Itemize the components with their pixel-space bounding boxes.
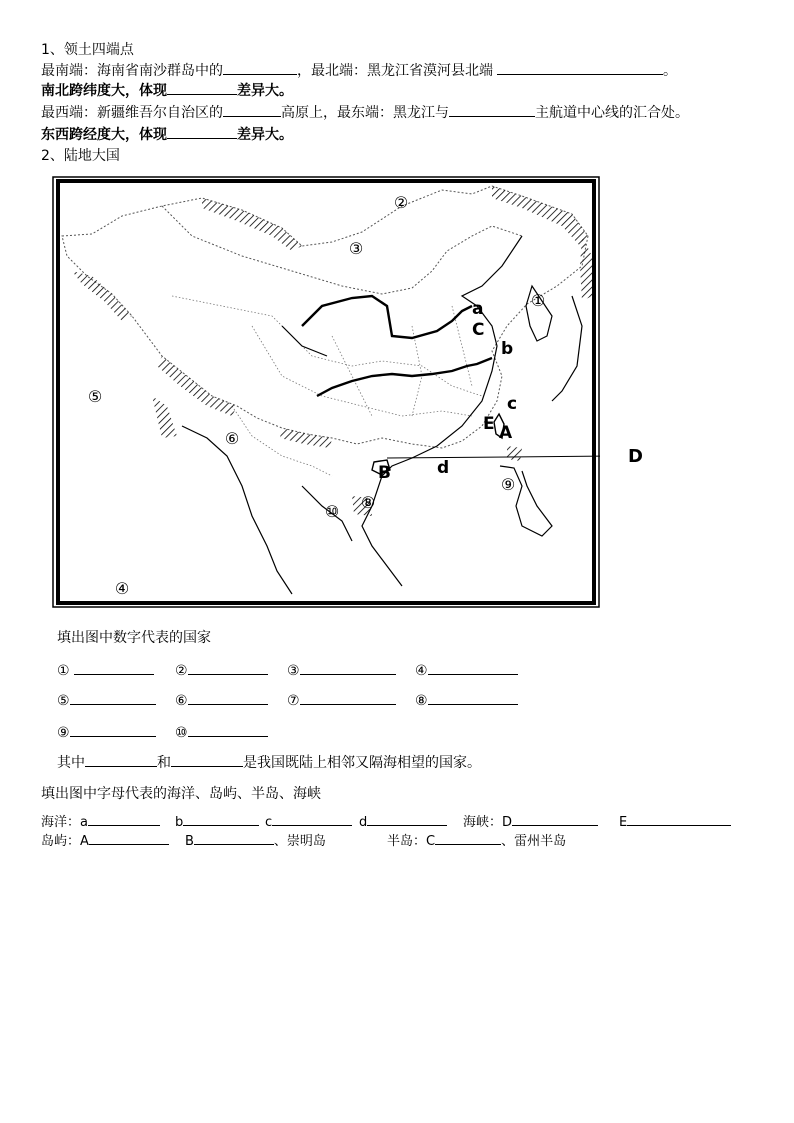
sea-c-label: c <box>265 815 273 830</box>
country-8-label: ⑧ <box>415 693 428 709</box>
sea-a-label: a <box>80 815 88 830</box>
map-letter-c: c <box>507 394 518 414</box>
neighbor-and: 和 <box>157 755 171 771</box>
countries-row-3 <box>57 722 577 742</box>
blank-sea-d[interactable] <box>367 811 447 826</box>
neighbor-prefix: 其中 <box>57 755 85 771</box>
sea-b-label: b <box>175 815 184 830</box>
blank-country-5[interactable] <box>70 690 156 705</box>
blank-country-2[interactable] <box>188 660 268 675</box>
east-suffix: 主航道中心线的汇合处。 <box>535 105 689 121</box>
period: 。 <box>663 63 677 79</box>
strait-d-label: D <box>502 815 513 830</box>
blank-strait-e[interactable] <box>627 811 731 826</box>
blank-sea-c[interactable] <box>272 811 352 826</box>
blank-country-8[interactable] <box>428 690 518 705</box>
country-5-label: ⑤ <box>57 693 70 709</box>
west-prefix: 最西端：新疆维吾尔自治区的 <box>41 105 223 121</box>
section1-title: 1、领土四端点 <box>41 42 134 58</box>
letters-instruction: 填出图中字母代表的海洋、岛屿、半岛、海峡 <box>41 786 321 802</box>
country-2-label: ② <box>175 663 188 679</box>
map-number-10: ⑩ <box>324 502 340 521</box>
map-number-1: ① <box>530 291 546 310</box>
peninsula-label: 半岛： <box>387 834 427 849</box>
map-number-4: ④ <box>114 579 130 598</box>
neighbor-suffix: 是我国既陆上相邻又隔海相望的国家。 <box>243 755 481 771</box>
blank-east[interactable] <box>449 102 535 117</box>
country-4-label: ④ <box>415 663 428 679</box>
sea-label: 海洋： <box>41 815 81 830</box>
blank-south[interactable] <box>223 60 297 75</box>
blank-west[interactable] <box>223 102 281 117</box>
country-6-label: ⑥ <box>175 693 188 709</box>
ew-longitude-line <box>41 124 293 145</box>
island-extra: 、崇明岛 <box>273 834 326 849</box>
blank-north[interactable] <box>497 60 663 75</box>
blank-country-1[interactable] <box>74 660 154 675</box>
blank-sea-b[interactable] <box>183 811 259 826</box>
map-number-2: ② <box>393 193 409 212</box>
blank-country-3[interactable] <box>300 660 396 675</box>
ew-suffix: 差异大。 <box>237 127 293 143</box>
peninsula-c-label: C <box>426 834 436 849</box>
map-number-5: ⑤ <box>87 387 103 406</box>
strait-label: 海峡： <box>463 815 503 830</box>
map-number-3: ③ <box>348 239 364 258</box>
country-1-label: ① <box>57 663 70 679</box>
blank-ew[interactable] <box>167 124 237 139</box>
map-number-6: ⑥ <box>224 429 240 448</box>
island-label: 岛屿： <box>41 834 81 849</box>
blank-country-4[interactable] <box>428 660 518 675</box>
map-letter-b: b <box>501 339 514 359</box>
blank-country-9[interactable] <box>70 722 156 737</box>
map-letter-a: a <box>472 299 484 319</box>
blank-peninsula-c[interactable] <box>435 830 501 845</box>
sea-d-label: d <box>359 815 368 830</box>
ns-prefix: 南北跨纬度大，体现 <box>41 83 167 99</box>
island-b-label: B <box>185 834 194 849</box>
ns-suffix: 差异大。 <box>237 83 293 99</box>
blank-ns[interactable] <box>167 80 237 95</box>
blank-island-a[interactable] <box>89 830 169 845</box>
extreme-west-east-line <box>41 102 689 123</box>
blank-sea-a[interactable] <box>88 811 160 826</box>
countries-row-2 <box>57 690 577 710</box>
strait-e-label: E <box>619 815 628 830</box>
map-letter-C: C <box>472 320 485 340</box>
countries-row-1 <box>57 660 577 680</box>
country-10-label: ⑩ <box>175 725 188 741</box>
blank-country-7[interactable] <box>300 690 396 705</box>
map-number-9: ⑨ <box>500 475 516 494</box>
blank-island-b[interactable] <box>194 830 274 845</box>
blank-country-10[interactable] <box>188 722 268 737</box>
extreme-south-north-line <box>41 60 677 81</box>
south-prefix: 最南端：海南省南沙群岛中的 <box>41 63 223 79</box>
map-letter-d: d <box>437 458 450 478</box>
blank-strait-d[interactable] <box>512 811 598 826</box>
west-mid: 高原上，最东端：黑龙江与 <box>281 105 449 121</box>
blank-neighbor-2[interactable] <box>171 752 243 767</box>
map-letter-A: A <box>499 423 513 443</box>
ew-prefix: 东西跨经度大，体现 <box>41 127 167 143</box>
island-peninsula-line <box>41 830 761 850</box>
map-letter-B: B <box>378 463 391 483</box>
country-7-label: ⑦ <box>287 693 300 709</box>
blank-neighbor-1[interactable] <box>85 752 157 767</box>
hatch-philippines <box>507 446 522 461</box>
section2-title: 2、陆地大国 <box>41 148 120 164</box>
blank-country-6[interactable] <box>188 690 268 705</box>
map-letter-E: E <box>483 414 495 434</box>
ns-latitude-line <box>41 80 293 101</box>
island-a-label: A <box>80 834 89 849</box>
sea-strait-line <box>41 811 761 831</box>
country-9-label: ⑨ <box>57 725 70 741</box>
neighbor-line <box>57 752 481 773</box>
east-asia-map <box>52 176 600 608</box>
map-number-8: ⑧ <box>360 493 376 512</box>
countries-instruction: 填出图中数字代表的国家 <box>57 630 211 646</box>
country-3-label: ③ <box>287 663 300 679</box>
north-prefix: ，最北端：黑龙江省漠河县北端 <box>297 63 493 79</box>
map-letter-D: D <box>628 446 643 467</box>
peninsula-extra: 、雷州半岛 <box>501 834 567 849</box>
